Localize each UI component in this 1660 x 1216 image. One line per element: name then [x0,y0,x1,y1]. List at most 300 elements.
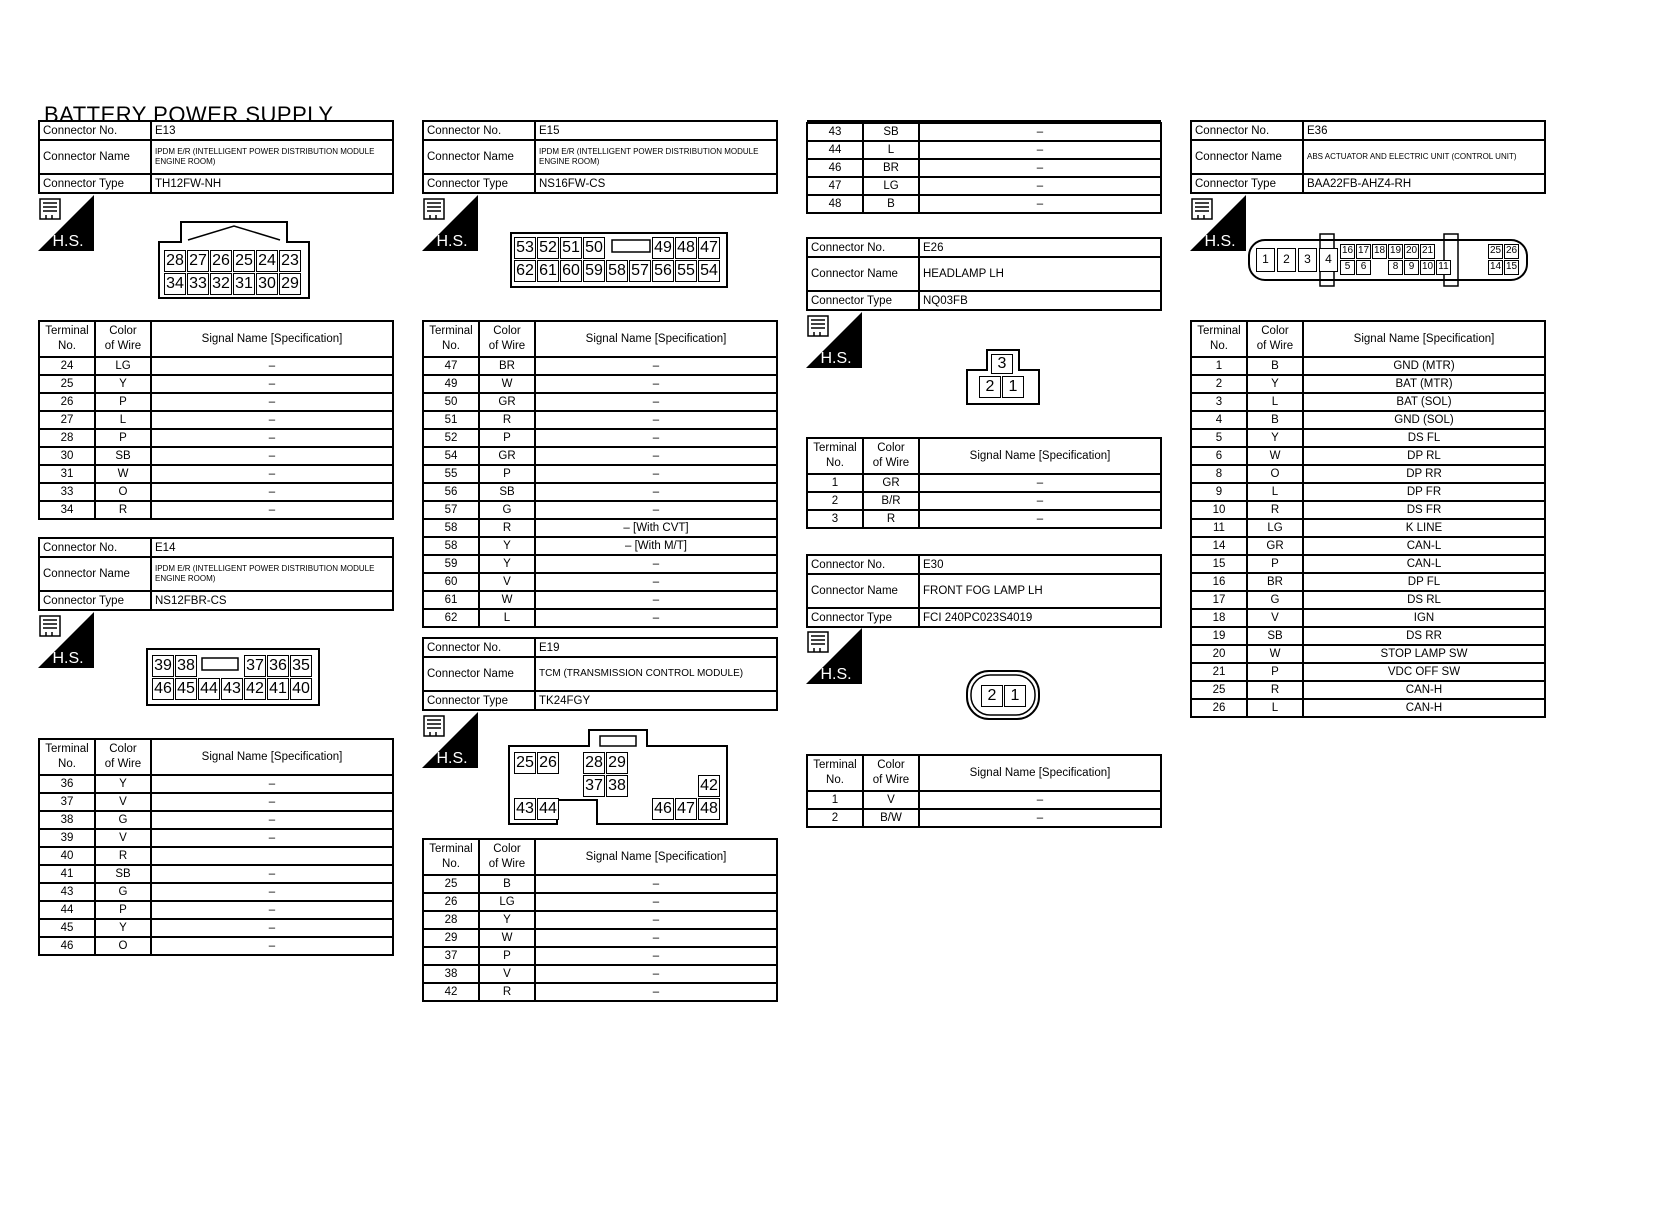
connector-pin: 27 [187,250,209,272]
signal-cell: – [535,929,777,947]
connector-pin: 16 [1340,244,1355,259]
terminal-cell: 1 [1191,357,1247,375]
table-row [423,393,777,411]
connector-no-value: E14 [151,538,393,557]
connector-type-value: NS16FW-CS [535,174,777,193]
signal-cell: – [919,195,1161,213]
table-row [1191,573,1545,591]
signal-cell: – [535,965,777,983]
terminal-cell: 37 [39,793,95,811]
table-row [1191,411,1545,429]
color-cell: O [95,937,151,955]
connector-pin: 57 [629,260,651,282]
terminal-cell: 10 [1191,501,1247,519]
terminal-cell: 20 [1191,645,1247,663]
connector-pin: 40 [290,678,312,700]
table-row [423,929,777,947]
table-row [807,510,1161,528]
connector-pin: 43 [221,678,243,700]
table-row [39,919,393,937]
connector-pin: 38 [175,655,197,677]
signal-cell: – [535,591,777,609]
color-cell: LG [479,893,535,911]
table-row [39,829,393,847]
color-cell: Y [1247,429,1303,447]
terminal-cell: 48 [807,195,863,213]
color-cell: W [1247,645,1303,663]
terminal-cell: 37 [423,947,479,965]
terminal-cell: 2 [807,492,863,510]
signal-cell: IGN [1303,609,1545,627]
svg-text:H.S.: H.S. [820,350,852,367]
signal-header: Signal Name [Specification] [151,321,393,357]
terminal-cell: 44 [39,901,95,919]
connector-name-label: Connector Name [39,557,151,591]
connector-name-label: Connector Name [1191,140,1303,174]
table-row [423,965,777,983]
connector-type-value: FCI 240PC023S4019 [919,608,1161,627]
connector-pin: 10 [1420,260,1435,275]
terminal-header: Terminal No. [807,438,863,474]
connector-no-label: Connector No. [423,121,535,140]
connector-name-value: FRONT FOG LAMP LH [919,574,1161,608]
svg-text:H.S.: H.S. [436,750,468,767]
connector-pin: 59 [583,260,605,282]
signal-cell: DP RL [1303,447,1545,465]
svg-text:H.S.: H.S. [1204,233,1236,250]
color-cell: SB [95,447,151,465]
connector-e13-continued-table [806,120,1162,214]
signal-cell: – [151,937,393,955]
terminal-header: Terminal No. [1191,321,1247,357]
connector-type-label: Connector Type [1191,174,1303,193]
connector-no-label: Connector No. [1191,121,1303,140]
color-cell: P [95,901,151,919]
signal-cell: – [151,357,393,375]
signal-cell: BAT (MTR) [1303,375,1545,393]
connector-pin: 2 [979,376,1001,398]
color-cell: GR [863,474,919,492]
signal-cell: BAT (SOL) [1303,393,1545,411]
table-row [1191,519,1545,537]
connector-e30-face [966,670,1040,720]
signal-cell: DP FR [1303,483,1545,501]
connector-pin: 17 [1356,244,1371,259]
signal-cell: – [535,483,777,501]
connector-pin: 51 [560,237,582,259]
signal-cell: – [151,775,393,793]
terminal-cell: 25 [1191,681,1247,699]
color-cell: V [479,965,535,983]
connector-pin: 25 [233,250,255,272]
connector-e19-info [422,637,778,711]
color-cell: R [1247,681,1303,699]
connector-name-label: Connector Name [39,140,151,174]
connector-pin: 33 [187,273,209,295]
connector-type-label: Connector Type [39,174,151,193]
color-cell: P [479,429,535,447]
table-row [807,177,1161,195]
signal-cell: – [919,177,1161,195]
terminal-cell: 41 [39,865,95,883]
connector-no-value: E13 [151,121,393,140]
connector-e14-face [146,648,320,706]
color-cell: LG [863,177,919,195]
terminal-cell: 44 [807,141,863,159]
color-cell: P [95,393,151,411]
connector-e15-face [510,232,728,288]
connector-e14-info [38,537,394,611]
connector-pin: 1 [1002,376,1024,398]
connector-no-value: E15 [535,121,777,140]
table-row [39,357,393,375]
terminal-cell: 51 [423,411,479,429]
color-cell: SB [863,123,919,141]
connector-pin: 39 [152,655,174,677]
table-row [1191,465,1545,483]
connector-pin: 14 [1488,260,1503,275]
connector-pin: 3 [1298,248,1317,272]
table-row [423,875,777,893]
connector-e19-face [508,728,728,826]
color-cell: G [95,811,151,829]
connector-pin: 45 [175,678,197,700]
color-cell: BR [1247,573,1303,591]
svg-text:H.S.: H.S. [52,650,84,667]
table-row [423,357,777,375]
terminal-cell: 16 [1191,573,1247,591]
color-cell: B/R [863,492,919,510]
color-cell: SB [1247,627,1303,645]
connector-e30-signal-table [806,754,1162,828]
table-row [423,483,777,501]
terminal-header: Terminal No. [39,739,95,775]
color-cell: W [1247,447,1303,465]
connector-pin: 24 [256,250,278,272]
signal-cell: – [535,357,777,375]
terminal-cell: 14 [1191,537,1247,555]
color-cell: W [479,929,535,947]
connector-pin: 6 [1356,260,1371,275]
connector-no-value: E30 [919,555,1161,574]
connector-pin: 60 [560,260,582,282]
connector-pin: 35 [290,655,312,677]
table-row [807,159,1161,177]
color-header: Color of Wire [1247,321,1303,357]
terminal-cell: 27 [39,411,95,429]
terminal-cell: 3 [807,510,863,528]
table-row [423,591,777,609]
table-row [1191,555,1545,573]
connector-e14-signal-table [38,738,394,956]
color-cell: G [479,501,535,519]
terminal-cell: 25 [423,875,479,893]
color-cell: P [1247,663,1303,681]
terminal-header: Terminal No. [423,321,479,357]
signal-cell: – [919,141,1161,159]
color-cell: V [479,573,535,591]
table-row [423,447,777,465]
terminal-cell: 9 [1191,483,1247,501]
signal-cell: – [919,510,1161,528]
color-cell: GR [1247,537,1303,555]
table-row [1191,663,1545,681]
terminal-cell: 3 [1191,393,1247,411]
signal-cell: – [With CVT] [535,519,777,537]
table-row [423,555,777,573]
signal-cell: – [919,492,1161,510]
connector-no-value: E36 [1303,121,1545,140]
signal-cell: – [919,123,1161,141]
connector-e36-face [1248,232,1528,288]
connector-e13-signal-table [38,320,394,520]
terminal-cell: 17 [1191,591,1247,609]
signal-cell: – [919,474,1161,492]
connector-pin: 26 [537,752,559,774]
color-cell: P [479,465,535,483]
signal-cell: – [535,411,777,429]
terminal-cell: 46 [807,159,863,177]
table-row [423,501,777,519]
table-row [1191,699,1545,717]
table-row [39,501,393,519]
harness-side-icon [38,195,94,251]
signal-cell: – [151,393,393,411]
connector-no-value: E19 [535,638,777,657]
signal-cell: – [151,919,393,937]
connector-type-value: NS12FBR-CS [151,591,393,610]
terminal-cell: 15 [1191,555,1247,573]
color-cell: SB [95,865,151,883]
terminal-cell: 38 [39,811,95,829]
terminal-cell: 52 [423,429,479,447]
signal-cell: – [535,947,777,965]
color-cell: LG [1247,519,1303,537]
signal-cell: – [919,791,1161,809]
table-row [1191,537,1545,555]
terminal-header: Terminal No. [39,321,95,357]
signal-cell: – [919,159,1161,177]
color-cell: Y [479,537,535,555]
connector-pin: 31 [233,273,255,295]
connector-name-value: TCM (TRANSMISSION CONTROL MODULE) [535,657,777,691]
connector-pin: 18 [1372,244,1387,259]
terminal-cell: 28 [39,429,95,447]
color-header: Color of Wire [479,839,535,875]
terminal-cell: 40 [39,847,95,865]
terminal-cell: 62 [423,609,479,627]
terminal-cell: 39 [39,829,95,847]
signal-cell: – [151,411,393,429]
connector-type-label: Connector Type [423,174,535,193]
table-row [423,573,777,591]
terminal-cell: 2 [1191,375,1247,393]
terminal-cell: 18 [1191,609,1247,627]
connector-type-label: Connector Type [423,691,535,710]
connector-pin: 1 [1256,248,1275,272]
color-header: Color of Wire [95,321,151,357]
signal-cell [151,847,393,865]
connector-type-value: TH12FW-NH [151,174,393,193]
color-cell: B [863,195,919,213]
signal-cell: – [535,429,777,447]
signal-cell: DS FL [1303,429,1545,447]
table-row [423,537,777,555]
color-cell: L [479,609,535,627]
signal-cell: DP FL [1303,573,1545,591]
signal-cell: CAN-H [1303,681,1545,699]
signal-header: Signal Name [Specification] [535,839,777,875]
signal-cell: – [535,393,777,411]
connector-pin: 28 [164,250,186,272]
color-cell: BR [863,159,919,177]
connector-pin: 55 [675,260,697,282]
table-row [423,911,777,929]
terminal-cell: 30 [39,447,95,465]
color-cell: V [95,793,151,811]
connector-pin: 46 [652,798,674,820]
table-row [807,809,1161,827]
color-cell: O [95,483,151,501]
terminal-cell: 43 [39,883,95,901]
color-cell: G [95,883,151,901]
signal-cell: CAN-H [1303,699,1545,717]
color-header: Color of Wire [479,321,535,357]
terminal-cell: 26 [423,893,479,911]
connector-pin: 25 [1488,244,1503,259]
connector-pin: 37 [583,775,605,797]
terminal-cell: 45 [39,919,95,937]
table-row [423,893,777,911]
color-cell: L [1247,483,1303,501]
connector-type-value: NQ03FB [919,291,1161,310]
connector-no-label: Connector No. [423,638,535,657]
terminal-cell: 42 [423,983,479,1001]
color-cell: L [95,411,151,429]
terminal-cell: 1 [807,474,863,492]
color-cell: P [95,429,151,447]
connector-pin: 56 [652,260,674,282]
connector-pin: 37 [244,655,266,677]
color-cell: B [1247,357,1303,375]
connector-pin: 48 [698,798,720,820]
signal-cell: GND (SOL) [1303,411,1545,429]
color-cell: W [95,465,151,483]
terminal-cell: 6 [1191,447,1247,465]
terminal-cell: 59 [423,555,479,573]
signal-cell: – [535,465,777,483]
connector-name-value: HEADLAMP LH [919,257,1161,291]
terminal-cell: 55 [423,465,479,483]
connector-name-value: IPDM E/R (INTELLIGENT POWER DISTRIBUTION MODULE ENGINE ROOM) [151,140,393,174]
connector-no-label: Connector No. [807,238,919,257]
signal-cell: – [151,483,393,501]
table-row [1191,609,1545,627]
terminal-cell: 49 [423,375,479,393]
color-cell: R [479,519,535,537]
signal-cell: – [535,573,777,591]
connector-name-label: Connector Name [423,140,535,174]
terminal-cell: 58 [423,537,479,555]
terminal-cell: 54 [423,447,479,465]
signal-cell: – [535,875,777,893]
signal-header: Signal Name [Specification] [151,739,393,775]
signal-cell: – [535,983,777,1001]
table-row [1191,393,1545,411]
table-row [807,474,1161,492]
table-row [807,492,1161,510]
color-cell: O [1247,465,1303,483]
table-row [39,375,393,393]
color-cell: W [479,375,535,393]
table-row [39,465,393,483]
color-cell: R [863,510,919,528]
signal-cell: DP RR [1303,465,1545,483]
table-row [423,519,777,537]
harness-side-icon [422,195,478,251]
terminal-header: Terminal No. [807,755,863,791]
connector-pin: 26 [1504,244,1519,259]
color-cell: B [1247,411,1303,429]
color-cell: Y [95,919,151,937]
connector-pin: 47 [698,237,720,259]
signal-cell: – [535,911,777,929]
signal-cell: – [151,375,393,393]
signal-cell: – [151,429,393,447]
svg-text:H.S.: H.S. [436,233,468,250]
connector-e36-info [1190,120,1546,194]
connector-pin: 11 [1436,260,1451,275]
terminal-cell: 36 [39,775,95,793]
table-row [39,847,393,865]
connector-pin: 62 [514,260,536,282]
connector-pin: 38 [606,775,628,797]
table-row [39,793,393,811]
table-row [1191,501,1545,519]
color-cell: BR [479,357,535,375]
harness-side-icon [422,712,478,768]
table-row [1191,429,1545,447]
terminal-cell: 2 [807,809,863,827]
connector-pin: 5 [1340,260,1355,275]
terminal-cell: 5 [1191,429,1247,447]
connector-type-value: TK24FGY [535,691,777,710]
table-row [39,393,393,411]
connector-name-value: IPDM E/R (INTELLIGENT POWER DISTRIBUTION MODULE ENGINE ROOM) [151,557,393,591]
connector-pin: 30 [256,273,278,295]
signal-cell: – [151,865,393,883]
terminal-cell: 43 [807,123,863,141]
color-cell: B [479,875,535,893]
table-row [423,947,777,965]
connector-type-value: BAA22FB-AHZ4-RH [1303,174,1545,193]
color-cell: L [1247,393,1303,411]
connector-pin: 1 [1004,685,1026,707]
terminal-header: Terminal No. [423,839,479,875]
connector-pin: 23 [279,250,301,272]
terminal-cell: 1 [807,791,863,809]
signal-cell: – [151,883,393,901]
connector-e15-signal-table [422,320,778,628]
table-row [423,411,777,429]
harness-side-icon [806,312,862,368]
terminal-cell: 21 [1191,663,1247,681]
signal-cell: CAN-L [1303,555,1545,573]
color-cell: R [95,847,151,865]
table-row [807,123,1161,141]
terminal-cell: 26 [1191,699,1247,717]
table-row [39,411,393,429]
